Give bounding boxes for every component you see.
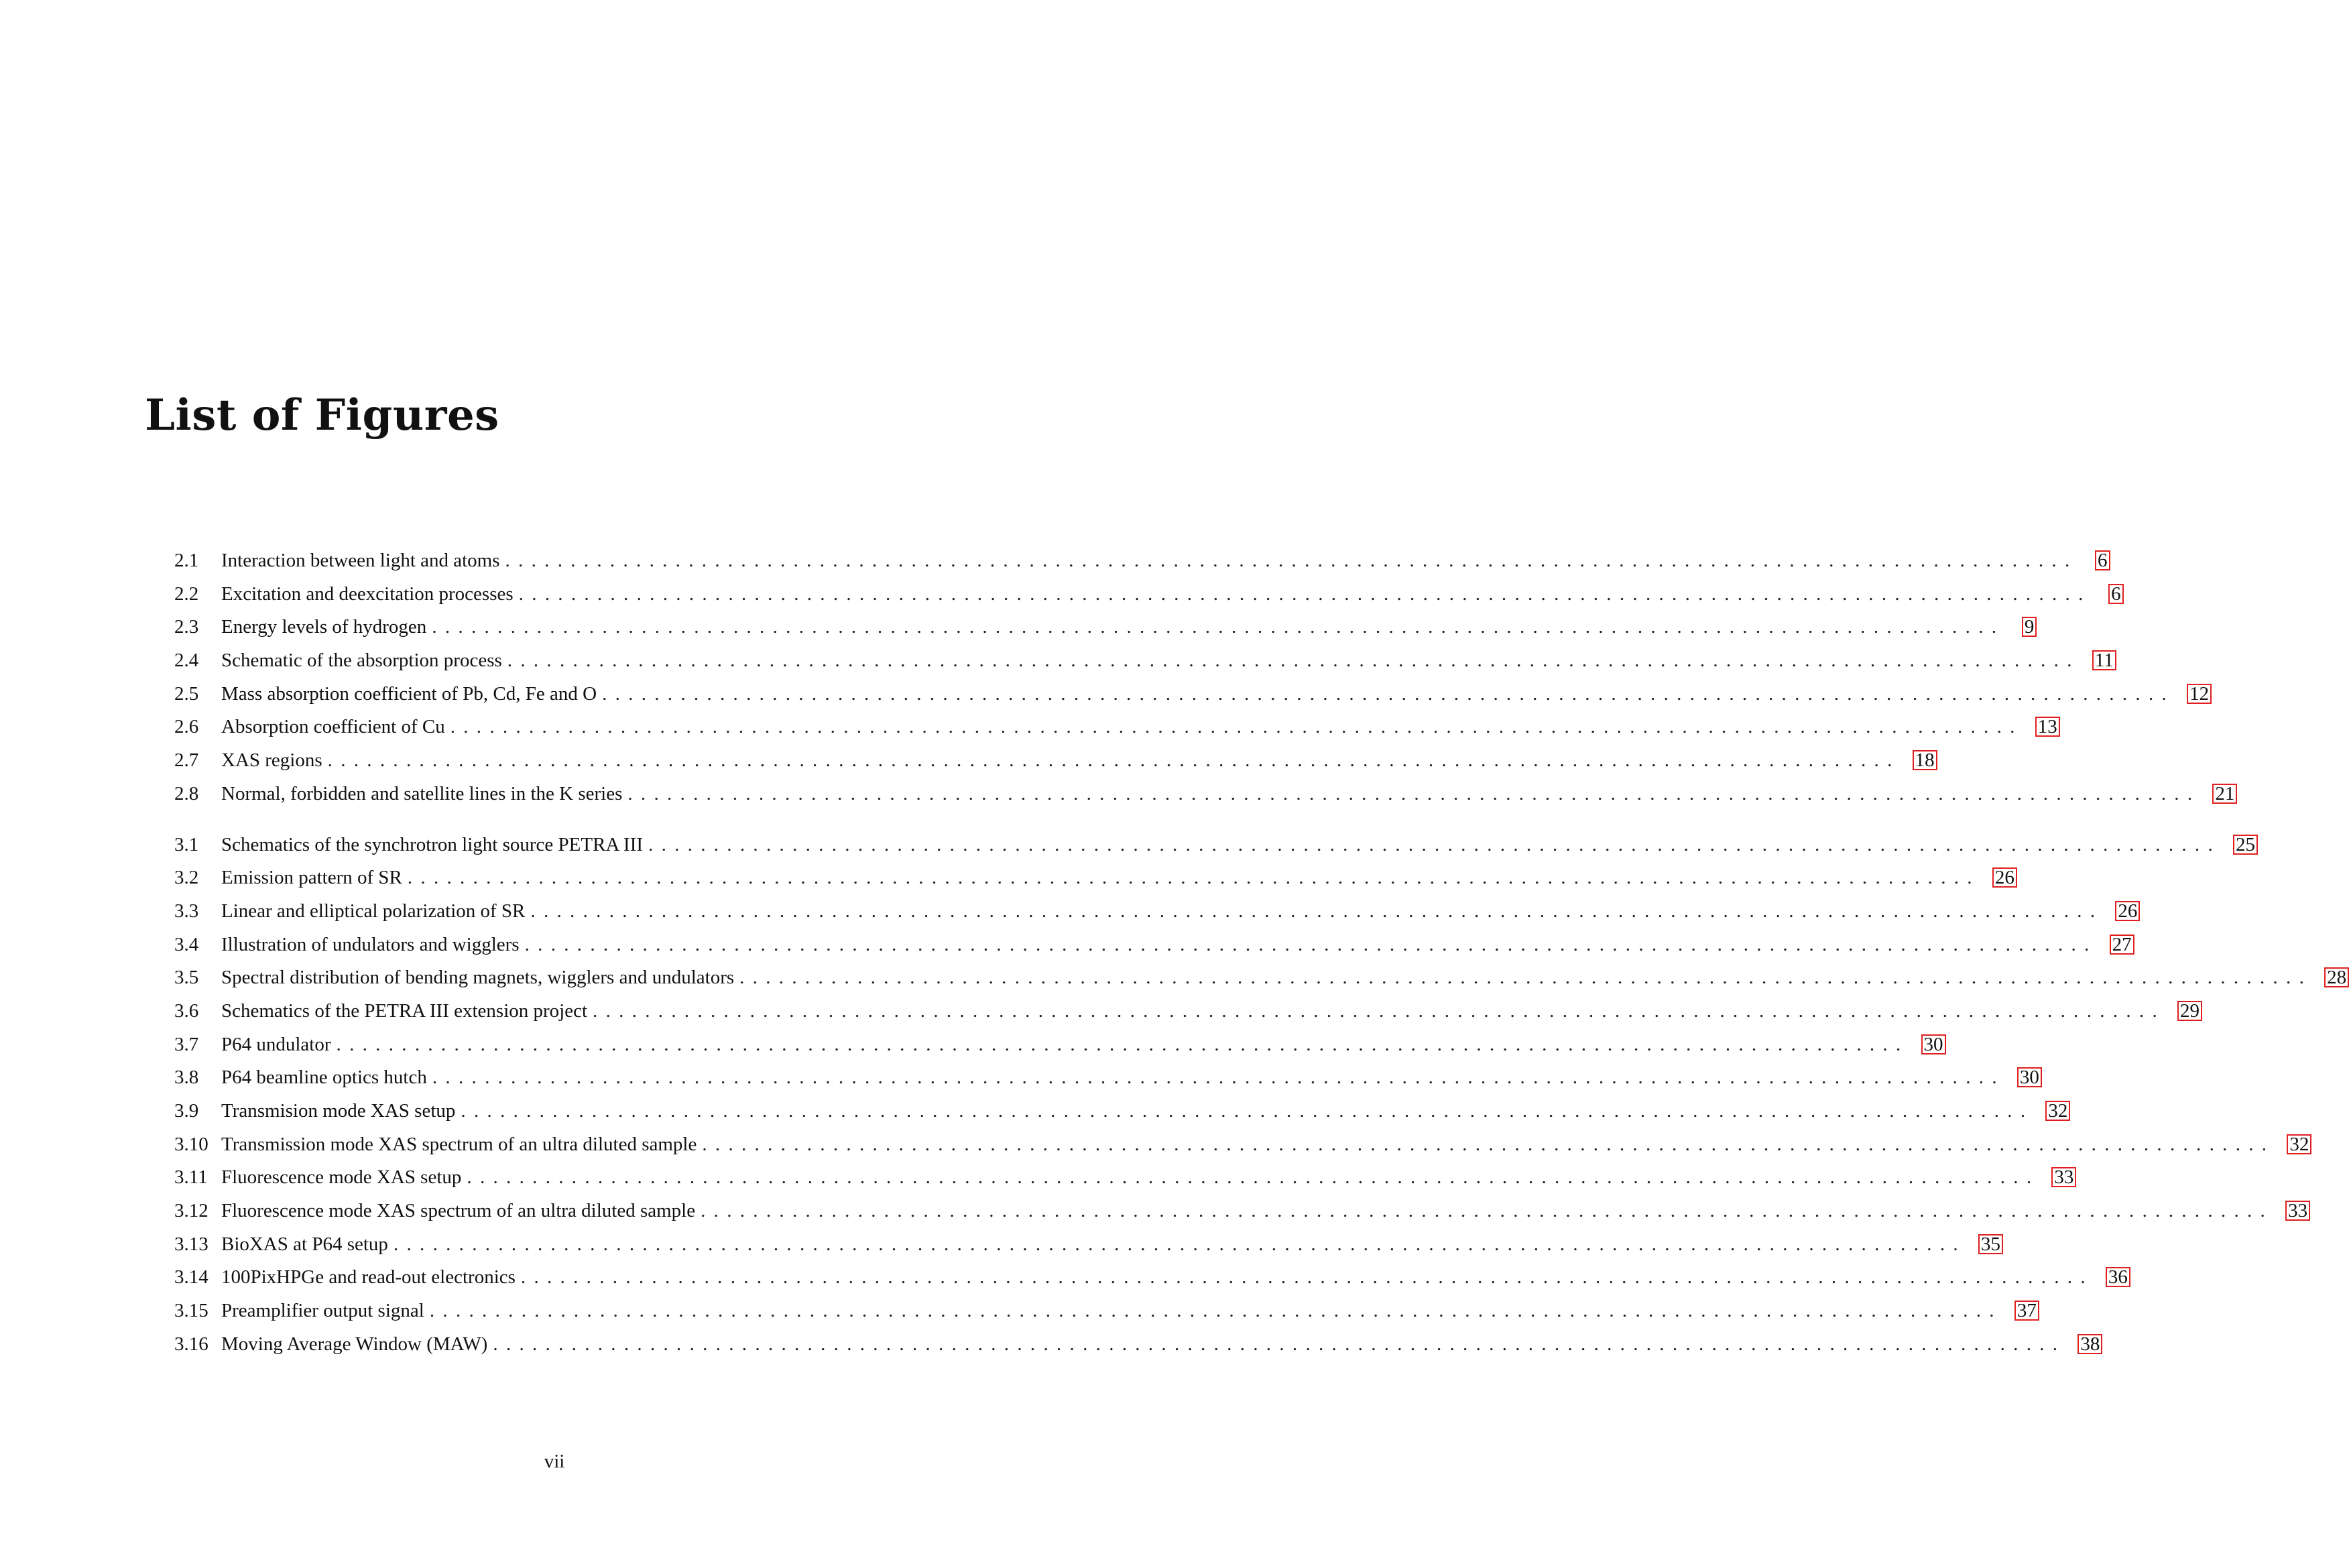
dot-leader: ........................................................................................................................: [702, 1133, 2275, 1155]
page-title: List of Figures: [145, 390, 499, 440]
figure-title: 100PixHPGe and read-out electronics: [221, 1266, 516, 1288]
figure-entry: [174, 995, 2200, 1028]
page-link[interactable]: [2106, 1261, 2130, 1294]
figure-number: 3.13: [174, 1233, 208, 1255]
page-link-number[interactable]: 32: [2045, 1101, 2070, 1121]
dot-leader: ........................................................................................................................: [461, 1100, 2034, 1122]
page-link[interactable]: [1978, 1228, 2003, 1262]
page-link-number[interactable]: 9: [2022, 617, 2037, 637]
figure-title: Spectral distribution of bending magnets, wigglers and undulators: [221, 967, 735, 989]
page-link[interactable]: [2285, 1195, 2310, 1228]
page-link[interactable]: [2233, 829, 2258, 862]
figure-title: Interaction between light and atoms: [221, 550, 500, 571]
figure-number: 3.11: [174, 1166, 208, 1189]
page-link-number[interactable]: 6: [2108, 584, 2124, 604]
figure-entry: [174, 1328, 2100, 1362]
dot-leader: ........................................................................................................................: [432, 1067, 2005, 1089]
figure-number: 2.8: [174, 782, 199, 804]
page-link-number[interactable]: 25: [2233, 835, 2258, 855]
dot-leader: ........................................................................................................................: [602, 682, 2175, 705]
figure-entry: [174, 1028, 1943, 1062]
dot-leader: ........................................................................................................................: [336, 1033, 1909, 1055]
figure-title: Linear and elliptical polarization of SR: [221, 900, 526, 922]
page-link-number[interactable]: 13: [2035, 717, 2060, 737]
dot-leader: ........................................................................................................................: [493, 1333, 2066, 1355]
figure-entry: [174, 678, 2210, 711]
figure-title: Normal, forbidden and satellite lines in the K series: [221, 782, 623, 804]
figure-title: Excitation and deexcitation processes: [221, 583, 514, 605]
figure-entry: [174, 778, 2235, 811]
figure-title: Transmision mode XAS setup: [221, 1100, 456, 1122]
page-link[interactable]: [2187, 678, 2212, 711]
figure-entry: [174, 744, 1935, 778]
list-of-figures: [174, 544, 2347, 1362]
figure-title: Absorption coefficient of Cu: [221, 716, 445, 738]
figure-title: BioXAS at P64 setup: [221, 1233, 388, 1255]
dot-leader: ........................................................................................................................: [648, 833, 2222, 855]
figure-entry: [174, 829, 2256, 862]
page-link-number[interactable]: 33: [2285, 1201, 2310, 1221]
page-link-number[interactable]: 26: [2115, 901, 2140, 921]
figure-number: 2.4: [174, 650, 199, 672]
dot-leader: ........................................................................................................................: [520, 1266, 2094, 1288]
figure-title: Mass absorption coefficient of Pb, Cd, Fe and O: [221, 682, 597, 705]
figure-entry: [174, 711, 2057, 744]
dot-leader: ........................................................................................................................: [739, 967, 2313, 989]
page-link[interactable]: [2092, 644, 2116, 678]
figure-number: 3.15: [174, 1300, 208, 1322]
dot-leader: ........................................................................................................................: [627, 782, 2201, 804]
page-link-number[interactable]: 37: [2014, 1301, 2039, 1321]
figure-number: 3.3: [174, 900, 199, 922]
figure-number: 3.2: [174, 867, 199, 889]
figure-title: Moving Average Window (MAW): [221, 1333, 488, 1355]
figure-title: Emission pattern of SR: [221, 867, 402, 889]
page-link-number[interactable]: 35: [1978, 1234, 2003, 1254]
figure-number: 3.4: [174, 933, 199, 955]
page-link-number[interactable]: 30: [1921, 1034, 1946, 1054]
dot-leader: ........................................................................................................................: [432, 616, 2005, 638]
page-link-number[interactable]: 28: [2324, 967, 2349, 987]
page-link-number[interactable]: 36: [2106, 1267, 2130, 1287]
figure-title: P64 beamline optics hutch: [221, 1067, 427, 1089]
figure-number: 3.10: [174, 1133, 208, 1155]
dot-leader: ........................................................................................................................: [505, 550, 2078, 571]
page-link[interactable]: [1921, 1028, 1946, 1062]
figure-number: 2.1: [174, 550, 199, 571]
figure-entry: [174, 1294, 2037, 1328]
page-link[interactable]: [2045, 1095, 2070, 1128]
page-link[interactable]: [2016, 611, 2037, 644]
page-link[interactable]: [1992, 861, 2017, 895]
figure-number: 2.2: [174, 583, 199, 605]
figure-title: Illustration of undulators and wigglers: [221, 933, 520, 955]
figure-title: Preamplifier output signal: [221, 1300, 424, 1322]
page-link-number[interactable]: 38: [2077, 1334, 2102, 1354]
page-link[interactable]: [2014, 1294, 2039, 1328]
figure-entry: [174, 578, 2121, 611]
page-link[interactable]: [2324, 961, 2349, 995]
figure-entry: [174, 1061, 2039, 1095]
page-link[interactable]: [2212, 778, 2237, 811]
page-link[interactable]: [2035, 711, 2060, 744]
dot-leader: ........................................................................................................................: [407, 867, 1980, 889]
figure-entry: [174, 928, 2132, 962]
page-number: vii: [544, 1451, 565, 1472]
page-link[interactable]: [2017, 1061, 2042, 1095]
figure-number: 3.7: [174, 1033, 199, 1055]
figure-title: XAS regions: [221, 749, 322, 772]
figure-entry: [174, 1128, 2309, 1162]
dot-leader: ........................................................................................................................: [524, 933, 2098, 955]
page-link[interactable]: [2104, 578, 2124, 611]
figure-entry: [174, 1161, 2074, 1195]
figure-title: P64 undulator: [221, 1033, 331, 1055]
page-link[interactable]: [2177, 995, 2202, 1028]
figure-group: [174, 544, 2235, 811]
page-link-number[interactable]: 33: [2051, 1167, 2076, 1187]
page-link-number[interactable]: 29: [2177, 1001, 2202, 1021]
figure-entry: [174, 861, 2014, 895]
figure-number: 2.6: [174, 716, 199, 738]
dot-leader: ........................................................................................................................: [530, 900, 2104, 922]
page-link[interactable]: [2287, 1128, 2311, 1162]
figure-title: Energy levels of hydrogen: [221, 616, 427, 638]
page-link-number[interactable]: 11: [2092, 650, 2116, 670]
dot-leader: ........................................................................................................................: [507, 650, 2080, 672]
figure-entry: [174, 1228, 2000, 1262]
page-link-number[interactable]: 12: [2187, 684, 2212, 704]
figure-title: Transmission mode XAS spectrum of an ultra diluted sample: [221, 1133, 697, 1155]
figure-title: Schematics of the synchrotron light source PETRA III: [221, 833, 644, 855]
figure-title: Schematics of the PETRA III extension project: [221, 1000, 588, 1022]
page-link[interactable]: [2077, 1328, 2102, 1362]
dot-leader: ........................................................................................................................: [393, 1233, 1966, 1255]
figure-number: 2.3: [174, 616, 199, 638]
figure-entry: [174, 1095, 2068, 1128]
page-link-number[interactable]: 30: [2017, 1067, 2042, 1087]
figure-entry: [174, 611, 2035, 644]
figure-title: Schematic of the absorption process: [221, 650, 502, 672]
dot-leader: ........................................................................................................................: [467, 1166, 2040, 1189]
dot-leader: ........................................................................................................................: [518, 583, 2092, 605]
figure-entry: [174, 1195, 2308, 1228]
page-link[interactable]: [2051, 1161, 2076, 1195]
figure-number: 3.5: [174, 967, 199, 989]
figure-entry: [174, 644, 2114, 678]
figure-group: [174, 829, 2347, 1362]
figure-number: 2.7: [174, 749, 199, 772]
figure-number: 3.6: [174, 1000, 199, 1022]
figure-title: Fluorescence mode XAS spectrum of an ultra diluted sample: [221, 1200, 696, 1222]
figure-number: 3.8: [174, 1067, 199, 1089]
figure-number: 3.9: [174, 1100, 199, 1122]
page-link[interactable]: [1913, 744, 1937, 778]
page-link-number[interactable]: 32: [2287, 1134, 2311, 1154]
page-link-number[interactable]: 18: [1913, 750, 1937, 770]
dot-leader: ........................................................................................................................: [450, 716, 2023, 738]
figure-number: 3.16: [174, 1333, 208, 1355]
figure-entry: [174, 544, 2108, 578]
dot-leader: ........................................................................................................................: [593, 1000, 2166, 1022]
figure-number: 3.12: [174, 1200, 208, 1222]
dot-leader: ........................................................................................................................: [701, 1200, 2274, 1222]
dot-leader: ........................................................................................................................: [429, 1300, 2002, 1322]
page-link-number[interactable]: 26: [1992, 867, 2017, 888]
figure-number: 2.5: [174, 682, 199, 705]
dot-leader: ........................................................................................................................: [327, 749, 1901, 772]
figure-entry: [174, 961, 2347, 995]
page-link-number[interactable]: 6: [2095, 550, 2110, 570]
figure-number: 3.14: [174, 1266, 208, 1288]
figure-entry: [174, 895, 2138, 928]
page-link[interactable]: [2090, 544, 2110, 578]
page-link[interactable]: [2115, 895, 2140, 928]
figure-title: Fluorescence mode XAS setup: [221, 1166, 462, 1189]
page-link-number[interactable]: 27: [2110, 934, 2134, 955]
figure-entry: [174, 1261, 2128, 1294]
page-link[interactable]: [2110, 928, 2134, 962]
page-link-number[interactable]: 21: [2212, 784, 2237, 804]
figure-number: 3.1: [174, 833, 199, 855]
